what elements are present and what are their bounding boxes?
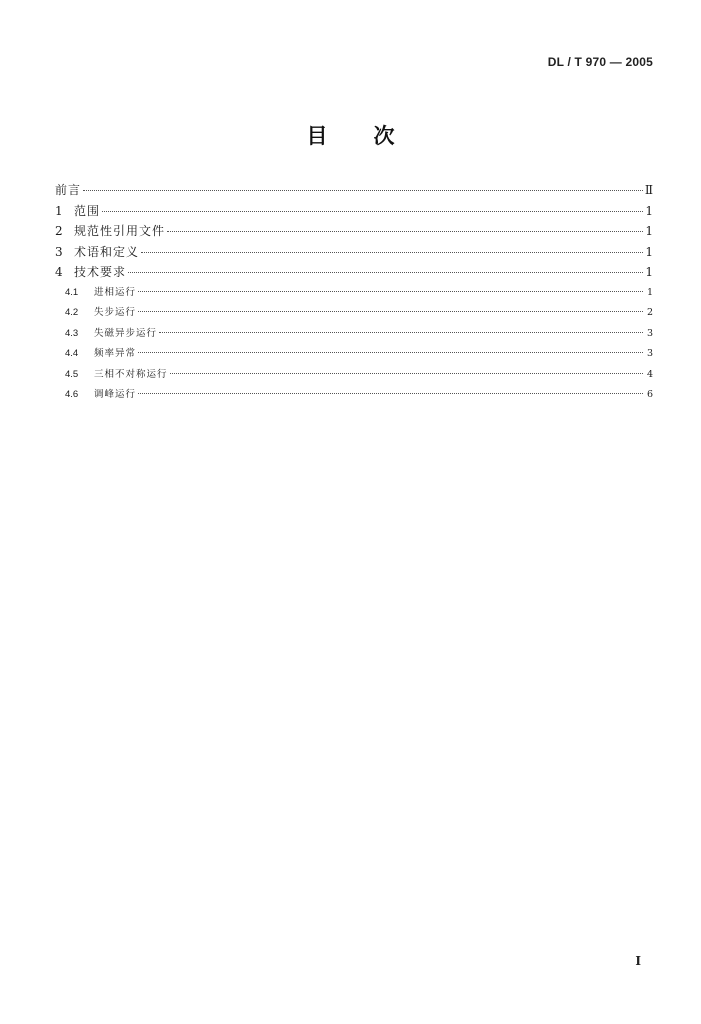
toc-leader-dots — [159, 332, 643, 333]
toc-leader-dots — [138, 352, 643, 353]
toc-entry-label: 规范性引用文件 — [74, 224, 166, 238]
toc-entry-label: 术语和定义 — [74, 244, 140, 259]
toc-entry-page: Ⅱ — [644, 183, 653, 197]
toc-entry-number: 4.2 — [65, 307, 79, 318]
toc-entry-page: 1 — [645, 224, 653, 238]
toc-entry-label: 失磁异步运行 — [94, 327, 158, 339]
toc-entry-normative-references[interactable] — [55, 222, 653, 243]
toc-entry-number: 1 — [55, 203, 63, 218]
toc-entry-page: 1 — [646, 286, 653, 298]
toc-leader-dots — [141, 252, 643, 253]
toc-entry-4-3[interactable] — [55, 325, 653, 346]
toc-title: 目次 — [306, 123, 441, 148]
toc-entry-4-1[interactable] — [55, 284, 653, 305]
toc-leader-dots — [138, 311, 643, 312]
toc-entry-number: 4 — [55, 265, 63, 279]
toc-entry-number: 4.4 — [65, 348, 79, 359]
toc-leader-dots — [170, 373, 643, 374]
table-of-contents — [55, 181, 653, 407]
toc-entry-page: 3 — [646, 327, 653, 339]
toc-entry-label: 进相运行 — [94, 286, 137, 298]
toc-entry-number: 4.6 — [65, 389, 79, 400]
toc-entry-label: 频率异常 — [94, 348, 137, 359]
toc-entry-label: 三相不对称运行 — [94, 368, 168, 380]
toc-entry-number: 4.3 — [65, 327, 79, 339]
toc-entry-label: 前言 — [55, 183, 82, 197]
toc-entry-4-5[interactable] — [55, 366, 653, 387]
toc-entry-page: 3 — [646, 348, 653, 359]
toc-entry-terms-definitions[interactable] — [55, 243, 653, 264]
toc-leader-dots — [128, 272, 643, 273]
toc-leader-dots — [167, 231, 643, 232]
toc-entry-label: 失步运行 — [94, 307, 137, 318]
toc-entry-4-2[interactable] — [55, 304, 653, 325]
toc-entry-page: 1 — [645, 244, 653, 259]
toc-leader-dots — [138, 393, 643, 394]
toc-entry-page: 6 — [646, 389, 653, 400]
toc-leader-dots — [102, 211, 643, 212]
page-number: I — [635, 954, 641, 968]
toc-entry-number: 4.5 — [65, 368, 79, 380]
toc-entry-scope[interactable] — [55, 202, 653, 223]
toc-entry-label: 调峰运行 — [94, 389, 137, 400]
document-code: DL / T 970 — 2005 — [547, 55, 653, 69]
toc-entry-number: 2 — [55, 224, 63, 238]
toc-entry-page: 2 — [646, 307, 653, 318]
toc-entry-technical-requirements[interactable] — [55, 263, 653, 284]
toc-entry-foreword[interactable] — [55, 181, 653, 202]
toc-entry-page: 1 — [645, 265, 653, 279]
toc-entry-number: 4.1 — [65, 286, 79, 298]
toc-entry-page: 4 — [646, 368, 653, 380]
toc-entry-page: 1 — [645, 203, 653, 218]
toc-leader-dots — [138, 291, 643, 292]
toc-entry-label: 技术要求 — [74, 265, 127, 279]
toc-entry-number: 3 — [55, 244, 63, 259]
toc-entry-4-4[interactable] — [55, 345, 653, 366]
toc-entry-4-6[interactable] — [55, 386, 653, 407]
toc-leader-dots — [83, 190, 643, 191]
toc-entry-label: 范围 — [74, 203, 101, 218]
